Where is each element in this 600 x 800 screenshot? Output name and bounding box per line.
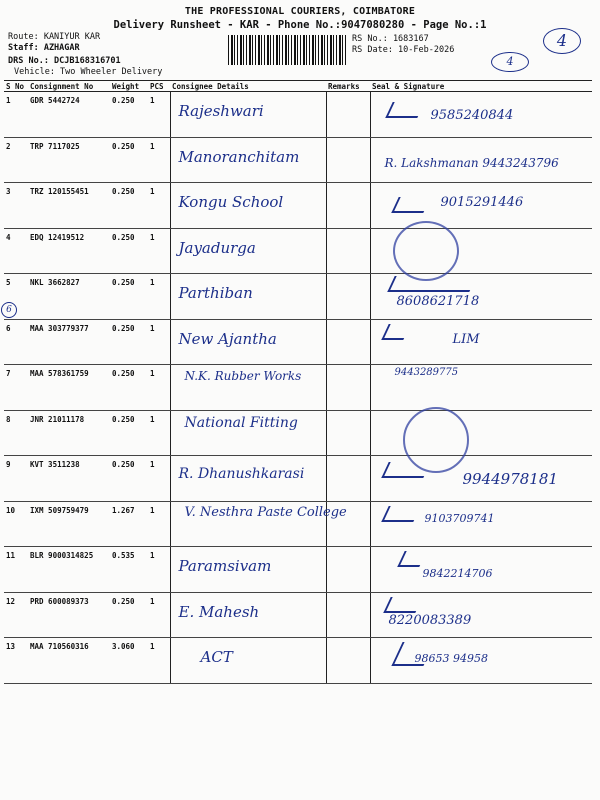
row-pcs: 1 xyxy=(148,592,170,638)
row-sno: 8 xyxy=(4,410,28,456)
consignee-handwriting: Rajeshwari xyxy=(178,102,264,120)
consignee-handwriting: Parthiban xyxy=(178,284,253,302)
route-label: Route: KANIYUR KAR xyxy=(8,32,101,42)
consignee-cell xyxy=(170,365,326,411)
signature-handwriting: 9443289775 xyxy=(394,367,459,378)
row-consignment-no: BLR 9000314825 xyxy=(28,547,110,593)
row-weight: 0.535 xyxy=(110,547,148,593)
consignee-cell xyxy=(170,319,326,365)
row-weight: 0.250 xyxy=(110,410,148,456)
row-weight: 0.250 xyxy=(110,319,148,365)
table-row xyxy=(4,547,592,593)
table-row xyxy=(4,501,592,547)
signature-scribble xyxy=(381,324,410,340)
row-pcs: 1 xyxy=(148,319,170,365)
row-pcs: 1 xyxy=(148,183,170,229)
consignee-cell xyxy=(170,456,326,502)
row-sno: 13 xyxy=(4,638,28,684)
signature-handwriting: 9842214706 xyxy=(422,567,493,580)
signature-scribble xyxy=(381,506,420,522)
row-sno: 12 xyxy=(4,592,28,638)
remarks-cell xyxy=(326,410,370,456)
table-row xyxy=(4,456,592,502)
table-row xyxy=(4,638,592,684)
consignee-cell xyxy=(170,183,326,229)
consignee-handwriting: Kongu School xyxy=(178,193,284,211)
consignee-cell xyxy=(170,638,326,684)
circled-number-text: 4 xyxy=(556,31,568,50)
signature-scribble xyxy=(385,102,424,118)
seal-cell xyxy=(370,547,592,593)
row-consignment-no: KVT 3511238 xyxy=(28,456,110,502)
consignee-cell xyxy=(170,92,326,138)
row-sno: 10 xyxy=(4,501,28,547)
table-row xyxy=(4,228,592,274)
row-consignment-no: MAA 710560316 xyxy=(28,638,110,684)
signature-handwriting: 8608621718 xyxy=(396,294,480,309)
row-consignment-no: IXM 509759479 xyxy=(28,501,110,547)
rs-date: RS Date: 10-Feb-2026 xyxy=(352,45,455,55)
row-sno: 1 xyxy=(4,92,28,138)
signature-handwriting: 8220083389 xyxy=(388,612,472,628)
margin-mark-text: 6 xyxy=(6,305,12,315)
row-weight: 0.250 xyxy=(110,456,148,502)
remarks-cell xyxy=(326,319,370,365)
col-seal-signature: Seal & Signature xyxy=(370,81,592,92)
table-row xyxy=(4,183,592,229)
circled-count-text: 4 xyxy=(506,55,514,68)
drs-label: DRS No.: DCJB168316701 xyxy=(8,56,121,66)
row-consignment-no: PRD 600089373 xyxy=(28,592,110,638)
signature-handwriting: LIM xyxy=(452,331,480,347)
seal-cell xyxy=(370,228,592,274)
row-sno: 4 xyxy=(4,228,28,274)
row-pcs: 1 xyxy=(148,638,170,684)
row-weight: 0.250 xyxy=(110,183,148,229)
row-consignment-no: TRZ 120155451 xyxy=(28,183,110,229)
row-pcs: 1 xyxy=(148,274,170,320)
consignee-cell xyxy=(170,228,326,274)
row-consignment-no: GDR 5442724 xyxy=(28,92,110,138)
remarks-cell xyxy=(326,92,370,138)
circled-page-number xyxy=(543,28,581,54)
runsheet-subtitle: Delivery Runsheet - KAR - Phone No.:9047080280 - Page No.:1 xyxy=(113,19,487,31)
consignee-handwriting: New Ajantha xyxy=(178,329,277,348)
seal-cell xyxy=(370,638,592,684)
remarks-cell xyxy=(326,638,370,684)
row-pcs: 1 xyxy=(148,456,170,502)
consignee-handwriting: Paramsivam xyxy=(178,557,272,575)
signature-scribble xyxy=(397,551,426,567)
remarks-cell xyxy=(326,547,370,593)
consignee-handwriting: National Fitting xyxy=(184,414,298,431)
consignee-handwriting: R. Dhanushkarasi xyxy=(178,466,305,482)
remarks-cell xyxy=(326,592,370,638)
remarks-cell xyxy=(326,274,370,320)
seal-cell xyxy=(370,137,592,183)
row-pcs: 1 xyxy=(148,410,170,456)
row-weight: 0.250 xyxy=(110,274,148,320)
seal-cell xyxy=(370,410,592,456)
col-consignment: Consignment No xyxy=(28,81,110,92)
row-sno: 11 xyxy=(4,547,28,593)
table-row xyxy=(4,92,592,138)
row-consignment-no: EDQ 12419512 xyxy=(28,228,110,274)
remarks-cell xyxy=(326,456,370,502)
consignee-cell xyxy=(170,592,326,638)
table-row xyxy=(4,592,592,638)
consignee-cell xyxy=(170,501,347,547)
table-header-row xyxy=(4,81,592,92)
row-pcs: 1 xyxy=(148,365,170,411)
table-row xyxy=(4,137,592,183)
signature-scribble xyxy=(391,197,430,213)
seal-cell xyxy=(370,592,592,638)
consignee-cell xyxy=(170,137,326,183)
consignee-handwriting: N.K. Rubber Works xyxy=(184,369,302,383)
row-sno: 7 xyxy=(4,365,28,411)
table-row xyxy=(4,410,592,456)
row-consignment-no: NKL 3662827 xyxy=(28,274,110,320)
col-pcs: PCS xyxy=(148,81,170,92)
signature-scribble xyxy=(381,462,430,478)
row-weight: 1.267 xyxy=(110,501,148,547)
staff-label: Staff: AZHAGAR xyxy=(8,43,80,53)
seal-cell xyxy=(370,319,592,365)
signature-handwriting: 9103709741 xyxy=(424,511,495,525)
row-pcs: 1 xyxy=(148,137,170,183)
table-row xyxy=(4,274,592,320)
table-row xyxy=(4,365,592,411)
signature-scribble xyxy=(383,597,422,613)
col-sno: S No xyxy=(4,81,28,92)
row-weight: 0.250 xyxy=(110,592,148,638)
consignee-handwriting: E. Mahesh xyxy=(178,602,260,621)
signature-handwriting: 9585240844 xyxy=(430,108,514,123)
consignee-handwriting: V. Nesthra Paste College xyxy=(184,504,347,520)
row-weight: 0.250 xyxy=(110,365,148,411)
remarks-cell xyxy=(326,137,370,183)
row-weight: 3.060 xyxy=(110,638,148,684)
signature-scribble xyxy=(387,276,476,292)
seal-cell xyxy=(370,501,592,547)
row-pcs: 1 xyxy=(148,547,170,593)
row-weight: 0.250 xyxy=(110,137,148,183)
col-consignee: Consignee Details xyxy=(170,81,326,92)
row-sno: 9 xyxy=(4,456,28,502)
remarks-cell xyxy=(326,183,370,229)
consignee-cell xyxy=(170,274,326,320)
rs-number: RS No.: 1683167 xyxy=(352,34,429,44)
col-remarks: Remarks xyxy=(326,81,370,92)
runsheet-table xyxy=(4,80,592,684)
signature-handwriting: 9944978181 xyxy=(462,470,558,488)
remarks-cell xyxy=(326,365,370,411)
row-sno: 2 xyxy=(4,137,28,183)
row-consignment-no: MAA 578361759 xyxy=(28,365,110,411)
company-title: THE PROFESSIONAL COURIERS, COIMBATORE xyxy=(184,6,416,17)
col-weight: Weight xyxy=(110,81,148,92)
seal-cell xyxy=(370,183,592,229)
seal-cell xyxy=(370,456,592,502)
row-pcs: 1 xyxy=(148,228,170,274)
row-sno: 3 xyxy=(4,183,28,229)
barcode-graphic xyxy=(228,35,346,65)
seal-cell xyxy=(370,92,592,138)
company-stamp xyxy=(393,221,459,281)
consignee-handwriting: Jayadurga xyxy=(178,238,256,257)
row-consignment-no: MAA 303779377 xyxy=(28,319,110,365)
consignee-handwriting: Manoranchitam xyxy=(178,147,300,166)
row-consignment-no: JNR 21011178 xyxy=(28,410,110,456)
circled-count-mark xyxy=(491,52,529,72)
row-sno: 5 xyxy=(4,274,28,320)
table-row xyxy=(4,319,592,365)
signature-handwriting: 9015291446 xyxy=(440,195,524,210)
row-weight: 0.250 xyxy=(110,92,148,138)
consignee-cell xyxy=(170,410,326,456)
row-pcs: 1 xyxy=(148,501,170,547)
vehicle-label: Vehicle: Two Wheeler Delivery xyxy=(14,67,163,77)
row-weight: 0.250 xyxy=(110,228,148,274)
row-pcs: 1 xyxy=(148,92,170,138)
row-consignment-no: TRP 7117025 xyxy=(28,137,110,183)
signature-handwriting: 98653 94958 xyxy=(414,652,488,665)
remarks-cell xyxy=(326,228,370,274)
seal-cell xyxy=(370,274,592,320)
seal-cell xyxy=(370,365,592,411)
signature-handwriting: R. Lakshmanan 9443243796 xyxy=(384,155,559,170)
row-sno: 6 xyxy=(4,319,28,365)
consignee-handwriting: ACT xyxy=(200,648,233,666)
consignee-cell xyxy=(170,547,326,593)
